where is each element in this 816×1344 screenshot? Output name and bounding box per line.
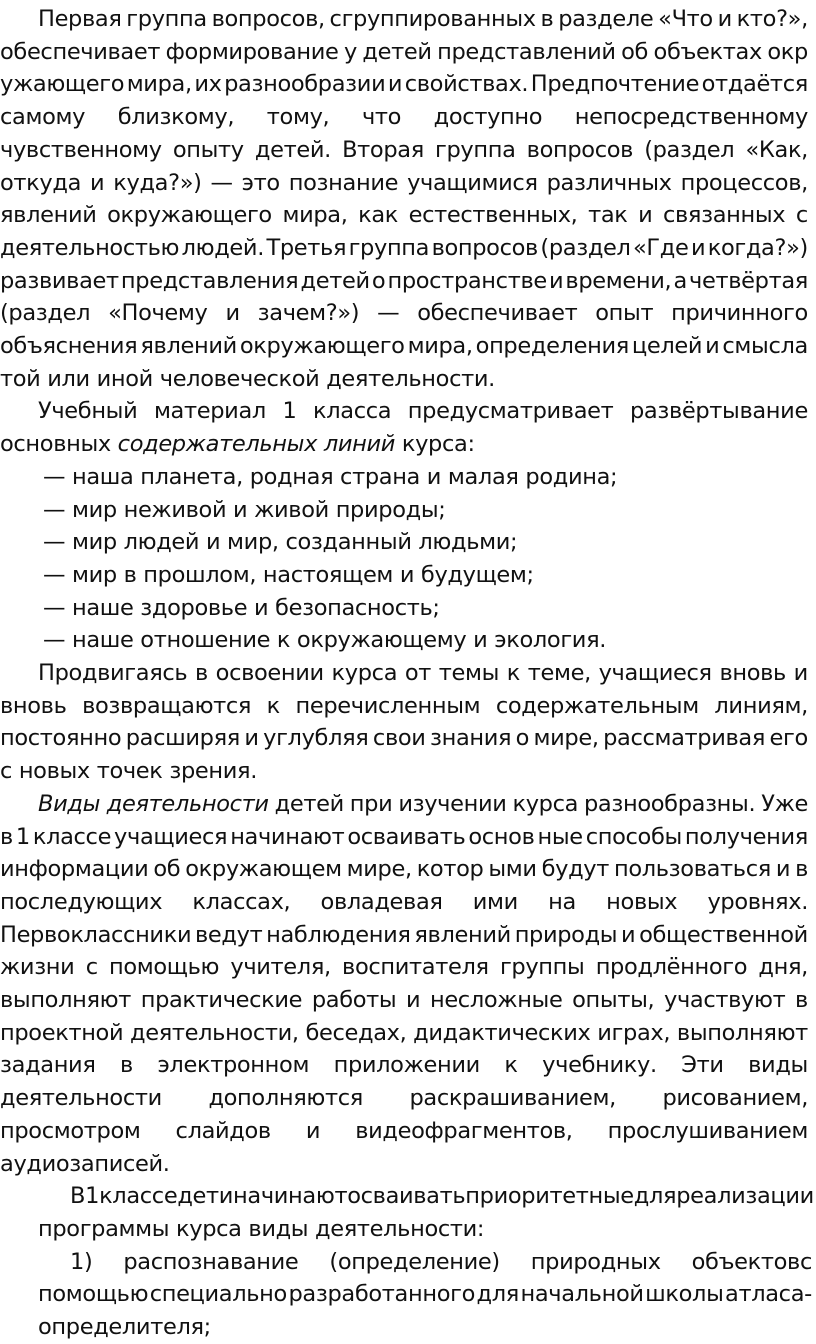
word: основ (468, 823, 535, 850)
word: рассматривая (603, 725, 766, 752)
word: постоянно (0, 725, 122, 752)
word: кто?», (736, 6, 808, 32)
word: объяснения (0, 333, 138, 359)
word: процессов, (680, 169, 808, 196)
word: — (210, 169, 233, 196)
word: (определение) (329, 1248, 500, 1275)
word: в (540, 6, 554, 32)
word: и (225, 300, 240, 327)
word: освоении (215, 660, 324, 686)
word: тому, (266, 104, 330, 131)
word: мира, (282, 202, 348, 229)
word: детей (274, 790, 344, 817)
list-item: — мир неживой и живой природы; (43, 496, 446, 523)
word: работы (311, 987, 397, 1013)
word: учащимися (407, 169, 538, 196)
word: задания (0, 1052, 96, 1079)
word: участвуют (663, 987, 786, 1013)
word: опыту (172, 136, 244, 163)
word: об (621, 38, 649, 65)
word: формирование (165, 38, 339, 65)
word: последующих (0, 888, 163, 915)
word: людей. (181, 234, 264, 261)
text-run: основных (0, 431, 118, 458)
word: опыты, (572, 987, 655, 1013)
word: в (120, 1052, 133, 1079)
word: электронном (157, 1052, 310, 1079)
word: причинного (671, 300, 808, 327)
word: детей (300, 267, 370, 294)
word: «Почему (108, 300, 208, 327)
word: о (371, 267, 386, 294)
word: распознавание (123, 1248, 299, 1275)
word: получения (684, 823, 808, 850)
word: Вторая (342, 136, 424, 163)
word: реализации (676, 1183, 814, 1210)
word: Третья (266, 234, 347, 261)
word: уровнях. (707, 888, 808, 915)
word: смысла (722, 333, 808, 359)
word: и (90, 169, 105, 196)
numbered-item (38, 1245, 812, 1279)
word: чувственному (0, 136, 162, 163)
word: детей (362, 38, 432, 65)
word: школы (645, 1281, 724, 1308)
word: как (358, 202, 399, 229)
word: расширяя (125, 725, 240, 752)
word: — (377, 300, 400, 327)
word: материал (153, 398, 266, 425)
word: изучении (398, 790, 507, 817)
word: окружающем (185, 856, 342, 883)
word: в (795, 856, 808, 883)
word: информации (0, 856, 149, 883)
word: свои (372, 725, 426, 752)
word: природы (514, 921, 618, 948)
word: представления (120, 267, 299, 294)
word: учебнику. (542, 1052, 657, 1079)
word: деятельностью (0, 234, 180, 261)
word: к (266, 692, 280, 719)
word: знания (429, 725, 512, 752)
word: продлённого (595, 954, 748, 981)
word: и (244, 725, 259, 752)
word: и (387, 71, 403, 98)
word: явлений (0, 202, 97, 229)
word: объектовс (691, 1248, 812, 1275)
word: 1 (282, 398, 297, 425)
list-item: — наше отношение к окружающему и экология. (43, 627, 607, 654)
word: темы (438, 660, 500, 686)
word: Первоклассники (0, 921, 192, 948)
word: начальной (520, 1281, 644, 1308)
word: 1 (85, 1183, 100, 1210)
word: объектах (653, 38, 762, 65)
word: и (690, 234, 706, 261)
word: начинают (233, 1183, 348, 1210)
text-line: с новых точек зрения. (0, 758, 258, 785)
word: разработанного (288, 1281, 475, 1308)
word: когда?») (707, 234, 808, 261)
word: различных (546, 169, 672, 196)
word: ные (537, 823, 583, 850)
text-line (70, 1179, 812, 1213)
word: в (0, 823, 13, 850)
word: куда?») (113, 169, 202, 196)
text-line: программы курса виды деятельности: (38, 1215, 485, 1242)
word: для (633, 1183, 677, 1210)
word: класса (313, 398, 392, 425)
word: разнообразии (224, 71, 386, 98)
word: (раздел (540, 234, 631, 261)
word: овладевая (320, 888, 443, 915)
word: помощью (108, 954, 220, 981)
word: группы (499, 954, 585, 981)
word: четвёртая (689, 267, 808, 294)
word: видеофрагментов, (355, 1117, 573, 1144)
word: с (795, 202, 808, 229)
word: мира, (126, 71, 192, 98)
list-item: — наша планета, родная страна и малая родина; (43, 463, 618, 490)
word: свойствах. (404, 71, 529, 98)
word: окружающего (107, 202, 272, 229)
word: и (705, 333, 720, 359)
word: самому (0, 104, 86, 131)
word: это (241, 169, 280, 196)
word: в (795, 987, 808, 1013)
word: к (504, 1052, 518, 1079)
word: и (638, 202, 653, 229)
word: развёртывание (629, 398, 808, 425)
word: котор (416, 856, 484, 883)
word: явлений (140, 333, 237, 359)
word: разнообразны. (584, 790, 756, 817)
word: практические (140, 987, 303, 1013)
word: вопросов, (211, 6, 325, 32)
word: виды (748, 1052, 808, 1079)
word: классе (99, 1183, 178, 1210)
word: способы (585, 823, 682, 850)
word: сгруппированных (329, 6, 536, 32)
word: группа (348, 234, 430, 261)
word: а (673, 267, 687, 294)
word: классе (32, 823, 112, 850)
word: обеспечивает (417, 300, 578, 327)
word: окружающего (239, 333, 405, 359)
word: явлений (414, 921, 511, 948)
word: и (793, 660, 808, 686)
word: и (305, 1117, 321, 1144)
word: Продвигаясь (38, 660, 188, 686)
word: учащиеся (598, 660, 712, 686)
word: природных (530, 1248, 661, 1275)
word: обеспечивает (0, 38, 161, 65)
word: так (588, 202, 628, 229)
word: определения (475, 333, 629, 359)
word: слайдов (175, 1117, 271, 1144)
word: проектной (0, 1019, 124, 1046)
word: учителя, (230, 954, 331, 981)
word: к (506, 660, 520, 686)
word: Первая (38, 6, 122, 32)
word: вопросов (526, 136, 634, 163)
word: «Что (658, 6, 713, 32)
word: наблюдения (266, 921, 411, 948)
word: играх, (597, 1019, 671, 1046)
word: содержательным (495, 692, 699, 719)
text-line (38, 1277, 812, 1311)
word: прослушиванием (607, 1117, 808, 1144)
word: и (621, 921, 636, 948)
word: об (153, 856, 181, 883)
word: связанных (663, 202, 786, 229)
word: у (344, 38, 357, 65)
word: раскрашиванием, (409, 1085, 616, 1112)
word: будут (541, 856, 610, 883)
word: приоритетные (465, 1183, 634, 1210)
word: классах, (192, 888, 291, 915)
word: ими (472, 888, 518, 915)
word: возвращаются (82, 692, 252, 719)
word: с (85, 954, 98, 981)
word: В (70, 1183, 86, 1210)
word: их (194, 71, 222, 98)
word: приложении (333, 1052, 480, 1079)
italic-term: Виды деятельности (38, 790, 269, 817)
list-item: — наше здоровье и безопасность; (43, 594, 440, 621)
word: «Как, (745, 136, 808, 163)
word: начинают (230, 823, 345, 850)
italic-term: содержательных линий (117, 431, 396, 458)
word: вновь (719, 660, 786, 686)
item-number: 1) (70, 1248, 93, 1275)
word: теме, (527, 660, 591, 686)
word: мире, (533, 725, 599, 752)
word: Учебный (38, 398, 138, 425)
word: целей (631, 333, 703, 359)
word: «Где (633, 234, 689, 261)
word: дидактических (413, 1019, 591, 1046)
word: жизни (0, 954, 75, 981)
word: группа (435, 136, 516, 163)
word: углубляя (263, 725, 369, 752)
word: несложные (429, 987, 563, 1013)
word: пользоваться (613, 856, 771, 883)
word: ужающего (0, 71, 125, 98)
word: осваивать (347, 1183, 466, 1210)
word: помощью (38, 1281, 149, 1308)
word: осваивать (347, 823, 466, 850)
word: вопросов (431, 234, 538, 261)
word: на (548, 888, 576, 915)
word: специально (149, 1281, 287, 1308)
word: детей. (254, 136, 331, 163)
word: и (406, 987, 421, 1013)
word: деятельности, (130, 1019, 299, 1046)
word: и (549, 267, 564, 294)
word: дополняются (208, 1085, 363, 1112)
word: отдаётся (701, 71, 808, 98)
word: непосредственному (574, 104, 808, 131)
word: ведут (195, 921, 263, 948)
word: 1 (15, 823, 30, 850)
word: окр (767, 38, 808, 65)
word: вновь (0, 692, 67, 719)
text-line: определителя; (38, 1314, 211, 1340)
word: (раздел (644, 136, 735, 163)
word: дня, (758, 954, 808, 981)
word: что (361, 104, 402, 131)
word: (раздел (0, 300, 91, 327)
word: Уже (761, 790, 808, 817)
word: представлений (437, 38, 616, 65)
word: группа (126, 6, 207, 32)
word: учащиеся (114, 823, 228, 850)
word: новых (606, 888, 678, 915)
word: перечисленным (295, 692, 481, 719)
word: откуда (0, 169, 82, 196)
word: деятельности (0, 1085, 162, 1112)
word: беседах, (305, 1019, 407, 1046)
word: просмотром (0, 1117, 141, 1144)
list-item: — мир людей и мир, созданный людьми; (43, 529, 518, 556)
word: воспитателя (342, 954, 489, 981)
word: рисованием, (662, 1085, 808, 1112)
word: развивает (0, 267, 119, 294)
word: опыт (595, 300, 654, 327)
text-line: аудиозаписей. (0, 1150, 170, 1177)
word: для (476, 1281, 519, 1308)
word: курса (331, 660, 398, 686)
word: в (195, 660, 208, 686)
word: естественных, (408, 202, 578, 229)
word: выполняют (0, 987, 132, 1013)
word: ыми (488, 856, 537, 883)
word: Эти (681, 1052, 724, 1079)
word: от (404, 660, 432, 686)
word: дети (177, 1183, 234, 1210)
word: выполняют (676, 1019, 808, 1046)
word: атласа- (725, 1281, 812, 1308)
word: и (775, 856, 791, 883)
word: Предпочтение (530, 71, 700, 98)
text-line: той или иной человеческой деятельности. (0, 365, 495, 392)
word: близкому, (117, 104, 235, 131)
word: курса (512, 790, 579, 817)
word: о (515, 725, 530, 752)
word: зачем?») (257, 300, 360, 327)
word: мира, (407, 333, 473, 359)
word: познание (288, 169, 399, 196)
word: предусматривает (407, 398, 614, 425)
word: при (349, 790, 393, 817)
word: мире, (346, 856, 412, 883)
word: разделе (558, 6, 654, 32)
word: доступно (433, 104, 543, 131)
word: его (769, 725, 808, 752)
word: общественной (639, 921, 808, 948)
word: времени, (565, 267, 672, 294)
text-run: курса: (395, 431, 475, 458)
word: линиям, (714, 692, 808, 719)
list-item: — мир в прошлом, настоящем и будущем; (43, 561, 534, 588)
word: пространстве (387, 267, 547, 294)
word: и (717, 6, 732, 32)
